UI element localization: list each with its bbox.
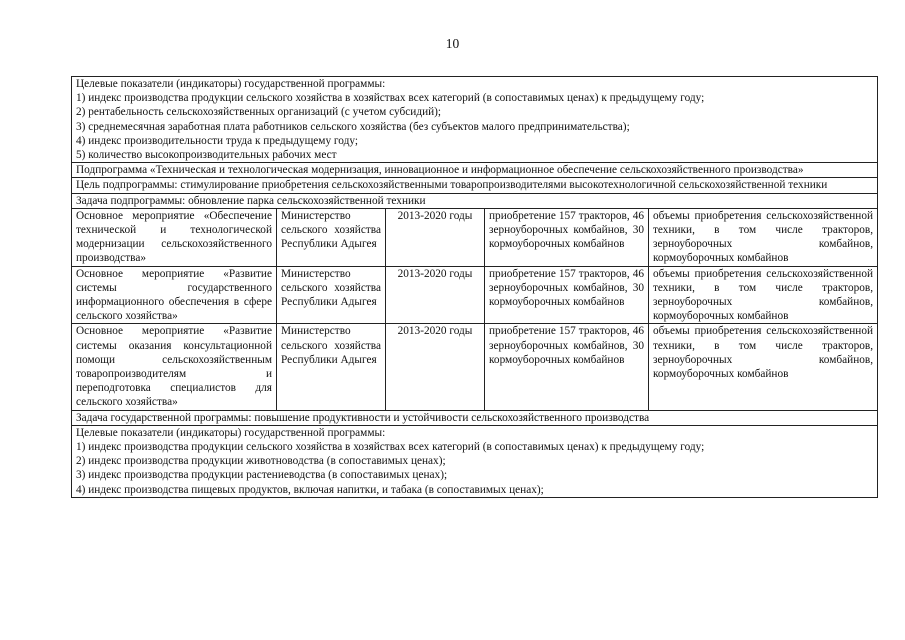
indicators-row-2: [72, 425, 878, 497]
indicators-title: Целевые показатели (индикаторы) государственной программы:: [76, 78, 386, 90]
indicator-item: 2) индекс производства продукции животноводства (в сопоставимых ценах);: [76, 455, 446, 468]
indicator-cell: объемы приобретения сельскохозяйственной техники, в том числе тракторов, зерноуборочных комбайнов, кормоуборочных комбайнов: [649, 324, 878, 410]
measure-cell: Основное мероприятие «Обеспечение технической и технологической модернизации сельскохозяйственного производства»: [72, 208, 277, 266]
result-cell: приобретение 157 тракторов, 46 зерноуборочных комбайнов, 30 кормоуборочных комбайнов: [485, 324, 649, 410]
result-cell: приобретение 157 тракторов, 46 зерноуборочных комбайнов, 30 кормоуборочных комбайнов: [485, 266, 649, 324]
subprogram-task-row: [72, 193, 878, 208]
subprogram-goal: Цель подпрограммы: стимулирование приобретения сельскохозяйственными товаропроизводителями высокотехнологичной сельскохозяйственной техники: [72, 178, 878, 193]
indicator-item: 3) среднемесячная заработная плата работников сельского хозяйства (без субъектов малого предпринимательства);: [76, 120, 630, 133]
page-number: 10: [445, 36, 460, 51]
indicator-item: 4) индекс производства пищевых продуктов, включая напитки, и табака (в сопоставимых ценах);: [76, 483, 544, 496]
executor-cell: Министерство сельского хозяйства Республики Адыгея: [277, 208, 386, 266]
measure-cell: Основное мероприятие «Развитие системы оказания консультационной помощи сельскохозяйственным товаропроизводителям и переподготовка специалистов для сельского хозяйства»: [72, 324, 277, 410]
indicator-item: 2) рентабельность сельскохозяйственных организаций (с учетом субсидий);: [76, 106, 442, 119]
subprogram-goal-row: [72, 178, 878, 193]
indicator-item: 1) индекс производства продукции сельского хозяйства в хозяйствах всех категорий (в сопоставимых ценах) к предыдущему году;: [76, 92, 705, 105]
subprogram-title: Подпрограмма «Техническая и технологическая модернизация, инновационное и информационное обеспечение сельскохозяйственного производства»: [72, 163, 878, 178]
period-cell: 2013-2020 годы: [386, 324, 485, 410]
indicator-cell: объемы приобретения сельскохозяйственной техники, в том числе тракторов, зерноуборочных комбайнов, кормоуборочных комбайнов: [649, 266, 878, 324]
program-table: [71, 76, 878, 498]
indicators-cell-2: [72, 425, 878, 497]
program-task: Задача государственной программы: повышение продуктивности и устойчивости сельскохозяйственного производства: [72, 410, 878, 425]
result-cell: приобретение 157 тракторов, 46 зерноуборочных комбайнов, 30 кормоуборочных комбайнов: [485, 208, 649, 266]
indicator-item: 5) количество высокопроизводительных рабочих мест: [76, 149, 337, 162]
indicators-cell-1: [72, 77, 878, 163]
table-row: [72, 324, 878, 410]
indicator-item: 3) индекс производства продукции растениеводства (в сопоставимых ценах);: [76, 469, 448, 482]
indicator-cell: объемы приобретения сельскохозяйственной техники, в том числе тракторов, зерноуборочных комбайнов, кормоуборочных комбайнов: [649, 208, 878, 266]
table-row: [72, 266, 878, 324]
executor-cell: Министерство сельского хозяйства Республики Адыгея: [277, 266, 386, 324]
table-row: [72, 208, 878, 266]
indicator-item: 4) индекс производительности труда к предыдущему году;: [76, 134, 358, 147]
program-task-row: [72, 410, 878, 425]
executor-cell: Министерство сельского хозяйства Республики Адыгея: [277, 324, 386, 410]
indicators-row-1: [72, 77, 878, 163]
period-cell: 2013-2020 годы: [386, 208, 485, 266]
indicator-item: 1) индекс производства продукции сельского хозяйства в хозяйствах всех категорий (в сопоставимых ценах) к предыдущему году;: [76, 441, 705, 454]
subprogram-row: [72, 163, 878, 178]
measure-cell: Основное мероприятие «Развитие системы государственного информационного обеспечения в сфере сельского хозяйства»: [72, 266, 277, 324]
subprogram-task: Задача подпрограммы: обновление парка сельскохозяйственной техники: [72, 193, 878, 208]
period-cell: 2013-2020 годы: [386, 266, 485, 324]
indicators-title: Целевые показатели (индикаторы) государственной программы:: [76, 426, 386, 439]
